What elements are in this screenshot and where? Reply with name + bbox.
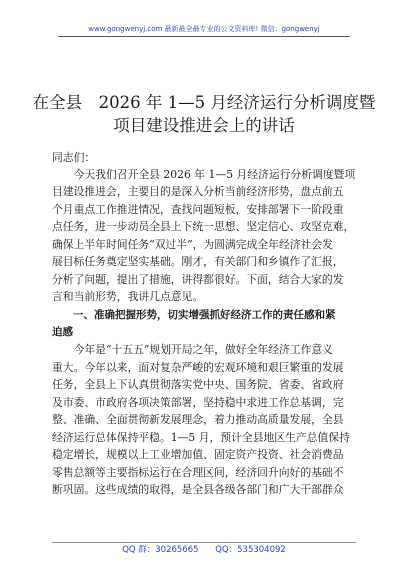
paragraph-line: 目建设推进会，主要目的是深入分析当前经济形势，盘点前五 [52, 185, 344, 198]
paragraph-line: 断巩固。这些成绩的取得，是全县各级各部门和广大干部群众 [52, 483, 344, 496]
paragraph-line: 今天我们召开全县 2026 年 1—5 月经济运行分析调度暨项 [52, 168, 356, 181]
header-divider [58, 36, 350, 37]
paragraph-line: 点任务，进一步动员全县上下统一思想、坚定信心、攻坚克难， [52, 220, 355, 233]
paragraph-line: 展目标任务奠定坚实基础。刚才，有关部门和乡镇作了汇报， [52, 255, 344, 268]
page-header [0, 0, 408, 40]
paragraph-line: 稳定增长，规模以上工业增加值、固定资产投资、社会消费品 [52, 448, 344, 461]
section-heading-line-1: 一、准确把握形势，切实增强抓好经济工作的责任感和紧 [52, 309, 336, 321]
paragraph-line: 个月重点工作推进情况，查找问题短板，安排部署下一阶段重 [52, 203, 344, 216]
paragraph-line: 零售总额等主要指标运行在合理区间，经济回升向好的基础不 [52, 466, 344, 479]
salutation: 同志们： [52, 151, 96, 164]
paragraph-line: 今年是“十五五”规划开局之年，做好全年经济工作意义 [52, 343, 333, 356]
paragraph-line: 经济运行总体保持平稳。1—5 月，预计全县地区生产总值保持 [52, 431, 350, 444]
footer-qq: QQ：535304092 [215, 545, 286, 555]
header-banner-text: www.gongwenyj.com 最新最全最专业的公文资料库! 微信：gongwenyj [88, 25, 320, 33]
page-footer [0, 543, 408, 555]
paragraph-line: 分析了问题，提出了措施，讲得都很好。下面，结合大家的发 [52, 273, 344, 286]
paragraph-line: 整、准确、全面贯彻新发展理念，着力推动高质量发展，全县 [52, 413, 344, 426]
section-heading-line-2: 迫感 [52, 326, 73, 338]
paragraph-line: 任务，全县上下认真贯彻落实党中央、国务院、省委、省政府 [52, 378, 344, 391]
document-title-line-1: 在全县 2026 年 1—5 月经济运行分析调度暨 [32, 93, 376, 112]
footer-qq-group: QQ 群：30265665 [122, 545, 199, 555]
paragraph-line: 确保上半年时间任务“双过半”，为圆满完成全年经济社会发 [52, 238, 333, 251]
paragraph-line: 重大。今年以来，面对复杂严峻的宏观环境和艰巨繁重的发展 [52, 361, 344, 374]
paragraph-line: 及市委、市政府各项决策部署，坚持稳中求进工作总基调，完 [52, 396, 344, 409]
paragraph-line: 言和当前形势，我讲几点意见。 [52, 290, 204, 303]
document-title-line-2: 项目建设推进会上的讲话 [113, 116, 295, 135]
